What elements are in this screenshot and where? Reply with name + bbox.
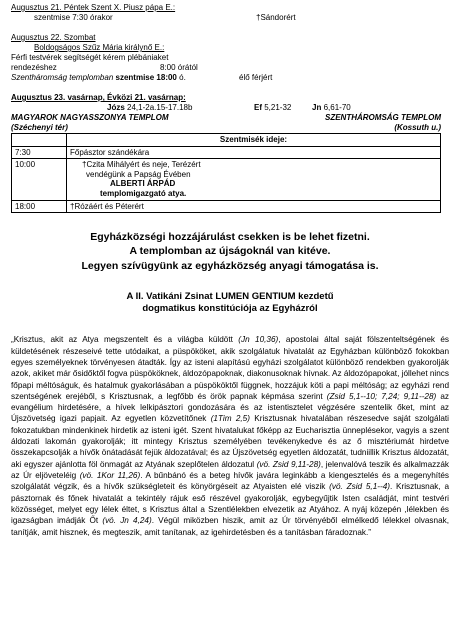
day2-line3-intention: élő férjért	[239, 73, 273, 82]
scripture-reference: (vö. Zsid 5,1--4)	[329, 482, 390, 492]
mass-intention: †Rózáért és Péterért	[67, 200, 441, 213]
place-left: (Széchenyi tér)	[11, 123, 68, 132]
mass-intention-guest-title: templomigazgató atya.	[100, 188, 187, 198]
body-text-segment: „Krisztus, akit az Atya megszentelt és a világba küldött	[11, 335, 239, 345]
mass-time: 18:00	[12, 200, 67, 213]
day1-heading: Augusztus 21. Péntek Szent X. Piusz pápa E.:	[11, 3, 176, 12]
body-text-segment: az evangélium hirdetésére, a hívek lelkipásztori gondozására és az istentisztelet végzésére szentelik őket, mint az Újszövetség igazi papjait. Az egyetlen közvetítőnek	[11, 391, 449, 424]
table-header-row	[12, 134, 441, 147]
body-text-segment: . Krisztusnak, a pásztornak és főnek hivatalát a tekintély rájuk eső részével gyakorolják, egybegyűjtik Isten családját, mint testvéri közösséget, melyet egy lélek éltet, s Krisztus által a Szentlélekben elvezetik az Atyához. A nyáj közepén ,lélekben és igazságban imádják Őt	[11, 482, 449, 526]
table-row	[12, 146, 441, 159]
reading1: 24,1-2a.15-17.18b	[127, 103, 193, 112]
mass-intention-line1: †Czita Mihályért és neje, Terézért	[82, 160, 201, 170]
body-text-segment: . Végül miközben hiszik, amit az Úr törvényéből elmélkedő lélekkel olvasnak, tanítják, amit hisznek, és megteszik, amit tanítanak, az igehirdetésben és a tanításban fáradoznak.”	[11, 516, 449, 537]
mass-time: 10:00	[12, 159, 67, 200]
mass-schedule-table	[11, 133, 441, 213]
day2-line3-church: Szentháromság templomban	[11, 73, 114, 82]
document-body	[11, 334, 449, 538]
appeal-line1: Egyházközségi hozzájárulást csekken is be lehet fizetni.	[90, 231, 370, 244]
day2-line3-row	[11, 73, 449, 83]
day2-heading: Augusztus 22. Szombat	[11, 33, 96, 42]
body-text-segment: , jelenvalóvá teszik és alkalmazzák az Úr eljöveteléig	[11, 459, 450, 481]
reading3: 6,61-70	[323, 103, 351, 112]
day1-heading-row	[11, 3, 449, 13]
mass-time: 7:30	[12, 146, 67, 159]
day2-line1: Férfi testvérek segítségét kérem plébániaket	[11, 53, 169, 62]
scripture-reference: (1Tim 2,5)	[210, 414, 250, 424]
body-text-segment: , apostolai által saját fölszenteltségének és küldetésének részeseivé tette utódaikat, a püspököket, akik szolgálatuk hivatalát az Egyházban különböző fokokban egyes személyeknek törvényesen átadták. Így az isteni alapítású egyházi szolgálatot különböző rendekben gyakorolják azok, akiket már ősidőktől fogva püspököknek, áldozópapoknak, diakonusoknak hívnak. Az áldozópapokat, jóllehet nincs főpapi méltóságuk, és hatalmuk gyakorlásában a püspököktől függnek, hozzájuk köti a papi méltóság; az egyházi rend szentségének erejéből, s Krisztusnak, a legfőbb és örök papnak képmása szerint	[11, 335, 449, 401]
mass-intention-guest: ALBERTI ÁRPÁD	[110, 179, 176, 189]
day2-line2-right: 8:00 órától	[160, 63, 198, 72]
document-title-line1: A II. Vatikáni Zsinat LUMEN GENTIUM kezdetű	[126, 290, 334, 302]
day2-feast-row	[11, 43, 449, 53]
day2-line1-row	[11, 53, 449, 63]
appeal-line3: Legyen szívügyünk az egyházközség anyagi támogatása is.	[81, 259, 379, 272]
day1-intention: †Sándorért	[256, 13, 296, 22]
day1-mass-time: szentmise 7:30 órakor	[34, 13, 113, 22]
table-header: Szentmisék ideje:	[67, 134, 441, 147]
reading2-label: Ef	[254, 103, 262, 112]
scripture-reference: (Jn 10,36)	[238, 335, 279, 345]
appeal-line2: A templomban az újságoknál van kitéve.	[129, 245, 331, 258]
sunday-readings-row	[11, 103, 449, 113]
scripture-reference: (vö. Zsid 9,11-28)	[256, 459, 321, 469]
scripture-reference: (vö. 1Kor 11,26)	[79, 471, 141, 481]
document-title	[11, 291, 449, 317]
day2-heading-row	[11, 33, 449, 43]
body-text-segment: Krisztusnak hivatalában részesedve saját szolgálati fokozatukban mindenkinek hirdetik az isteni igét. Szent hivatalukat főképp az Eucharisztia ünneplésekor, vagyis a szent áldozati lakomán gyakorolják; itt mintegy Krisztus személyében tevékenykedve és az ő misztériumát hirdetve összekapcsolják a hívők önátadását fejük áldozatával; és az Újszövetség egyetlen áldozatát, tudniillik Krisztus áldozatát, aki egyszer ajánlotta föl önmagát az Atyának szeplőtelen áldozatul	[11, 414, 449, 469]
place-right: (Kossuth u.)	[394, 123, 441, 132]
sunday-heading: Augusztus 23. vasárnap, Évközi 21. vasárnap:	[11, 93, 186, 102]
church-right: SZENTHÁROMSÁG TEMPLOM	[325, 113, 441, 122]
reading1-label: Józs	[107, 103, 125, 112]
mass-intention-multiline	[67, 159, 441, 200]
reading3-label: Jn	[312, 103, 322, 112]
body-text-segment: . A bűnbánó és a beteg hívők javára leginkább a kiengesztelés és a megenyhítés szolgálatát végzik, és a hívők szükségleteit és könyörgéseit az Atyaisten elé viszik	[11, 471, 450, 492]
table-header-spacer	[12, 134, 67, 147]
mass-intention-line2: vendégünk a Papság Évében	[86, 169, 191, 179]
scripture-reference: (Zsid 5,1--10; 7,24; 9,11--28)	[326, 391, 437, 401]
donation-appeal	[11, 230, 449, 273]
bulletin-page	[11, 3, 449, 538]
churches-row	[11, 113, 449, 123]
church-left: MAGYAROK NAGYASSZONYA TEMPLOM	[11, 113, 169, 122]
day2-line3-mass: szentmise 18:00	[115, 73, 177, 82]
places-row	[11, 123, 449, 133]
day2-feast: Boldogságos Szűz Mária királynő E.:	[34, 43, 165, 52]
scripture-reference: (vö. Jn 4,24)	[102, 516, 152, 526]
mass-intention: Főpásztor szándékára	[67, 146, 441, 159]
reading2: 5,21-32	[264, 103, 292, 112]
table-row	[12, 159, 441, 200]
day1-mass-row	[11, 13, 449, 23]
day2-line2-left: rendezéshez	[11, 63, 57, 72]
day2-line3-tail: ó.	[179, 73, 186, 82]
document-title-line2: dogmatikus konstitúciója az Egyházról	[142, 303, 318, 315]
day2-line2-row	[11, 63, 449, 73]
table-row	[12, 200, 441, 213]
sunday-heading-row	[11, 93, 449, 103]
